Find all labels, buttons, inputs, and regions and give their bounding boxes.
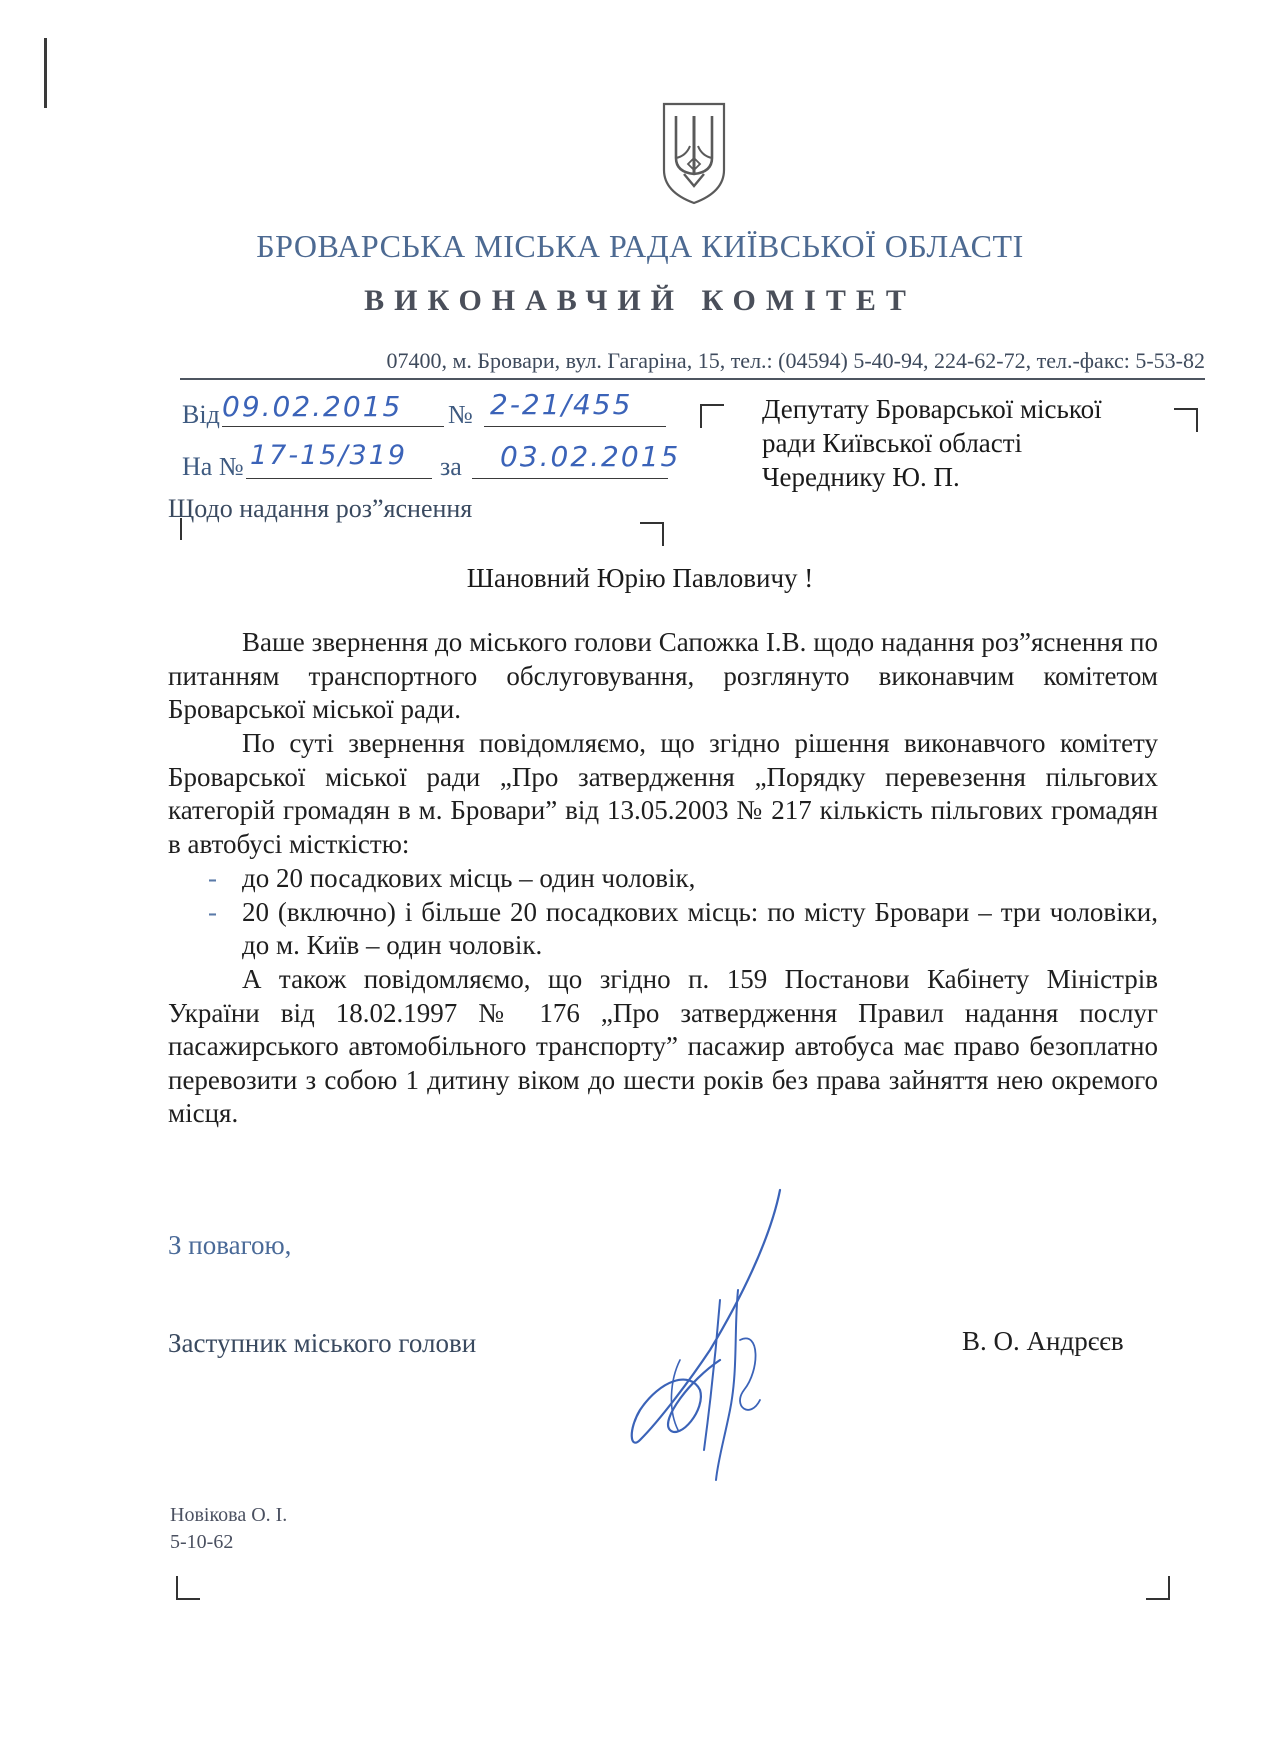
- signer-position: Заступник міського голови: [168, 1328, 477, 1358]
- reply-number-rule: [246, 478, 432, 479]
- body-paragraph-3: А також повідомляємо, що згідно п. 159 Постанови Кабінету Міністрів України від 18.02.1997 № 176 „Про затвердження Правил надання послуг пасажирського автомобільного транспорту” пасажир автобуса має право безоплатно перевозити з собою 1 дитину віком до шести років без права зайняття нею окремого місця.: [168, 964, 1158, 1128]
- corner-mark: [1146, 1576, 1170, 1600]
- executor-block: [170, 1502, 287, 1556]
- handwritten-signature: [620, 1180, 800, 1490]
- number-rule: [484, 426, 666, 427]
- reply-date-rule: [472, 478, 668, 479]
- recipient-line: Череднику Ю. П.: [762, 462, 960, 492]
- subject-line: Щодо надання роз”яснення: [168, 494, 473, 523]
- list-item: [168, 896, 1158, 963]
- body-paragraph-1: Ваше звернення до міського голови Сапожка І.В. щодо надання роз”яснення по питанням транспортного обслуговування, розглянуто виконавчим комітетом Броварської міської ради.: [168, 627, 1158, 724]
- bullet-dash: -: [208, 896, 217, 927]
- committee-title: ВИКОНАВЧИЙ КОМІТЕТ: [364, 284, 916, 317]
- reply-label: На №: [182, 452, 244, 481]
- list-item-text: до 20 посадкових місць – один чоловік,: [242, 863, 696, 893]
- corner-mark: [700, 404, 724, 428]
- list-item: [168, 862, 1158, 896]
- recipient-line: Депутату Броварської міської: [762, 394, 1102, 424]
- closing-phrase: З повагою,: [168, 1230, 292, 1260]
- reply-date-handwritten: 03.02.2015: [500, 440, 681, 473]
- corner-mark: [180, 518, 204, 540]
- address-line: 07400, м. Бровари, вул. Гагаріна, 15, тел.: (04594) 5-40-94, 224-62-72, тел.-факс: 5-53-82: [386, 348, 1205, 373]
- number-label: №: [448, 400, 473, 429]
- executor-name: Новікова О. І.: [170, 1504, 288, 1526]
- recipient-line: ради Київської області: [762, 428, 1023, 458]
- from-date-rule: [222, 426, 444, 427]
- from-label: Від: [182, 400, 220, 429]
- corner-mark: [640, 522, 664, 546]
- org-name: БРОВАРСЬКА МІСЬКА РАДА КИЇВСЬКОЇ ОБЛАСТІ: [256, 228, 1024, 264]
- reply-number-handwritten: 17-15/319: [250, 440, 408, 471]
- trident-coat-of-arms-icon: [660, 100, 728, 206]
- capacity-list: [168, 862, 1158, 963]
- executor-phone: 5-10-62: [170, 1531, 234, 1553]
- bullet-dash: -: [208, 863, 217, 893]
- salutation: Шановний Юрію Павловичу !: [466, 563, 814, 593]
- corner-mark: [176, 1576, 200, 1600]
- scan-margin-mark: [44, 38, 47, 108]
- corner-mark: [1174, 408, 1198, 432]
- list-item-text: 20 (включно) і більше 20 посадкових місць: по місту Бровари – три чоловіки, до м. Київ – один чоловік.: [242, 896, 1158, 960]
- recipient-block: [762, 392, 1102, 494]
- signer-name: В. О. Андрєєв: [962, 1326, 1124, 1356]
- body-paragraph-2: По суті звернення повідомляємо, що згідно рішення виконавчого комітету Броварської міської ради „Про затвердження „Порядку перевезення пільгових категорій громадян в м. Бровари” від 13.05.2003 № 217 кількість пільгових громадян в автобусі місткістю:: [168, 728, 1158, 859]
- from-date-handwritten: 09.02.2015: [222, 390, 403, 423]
- address-divider: [180, 378, 1205, 380]
- number-handwritten: 2-21/455: [490, 388, 633, 421]
- reply-date-label: за: [440, 452, 462, 481]
